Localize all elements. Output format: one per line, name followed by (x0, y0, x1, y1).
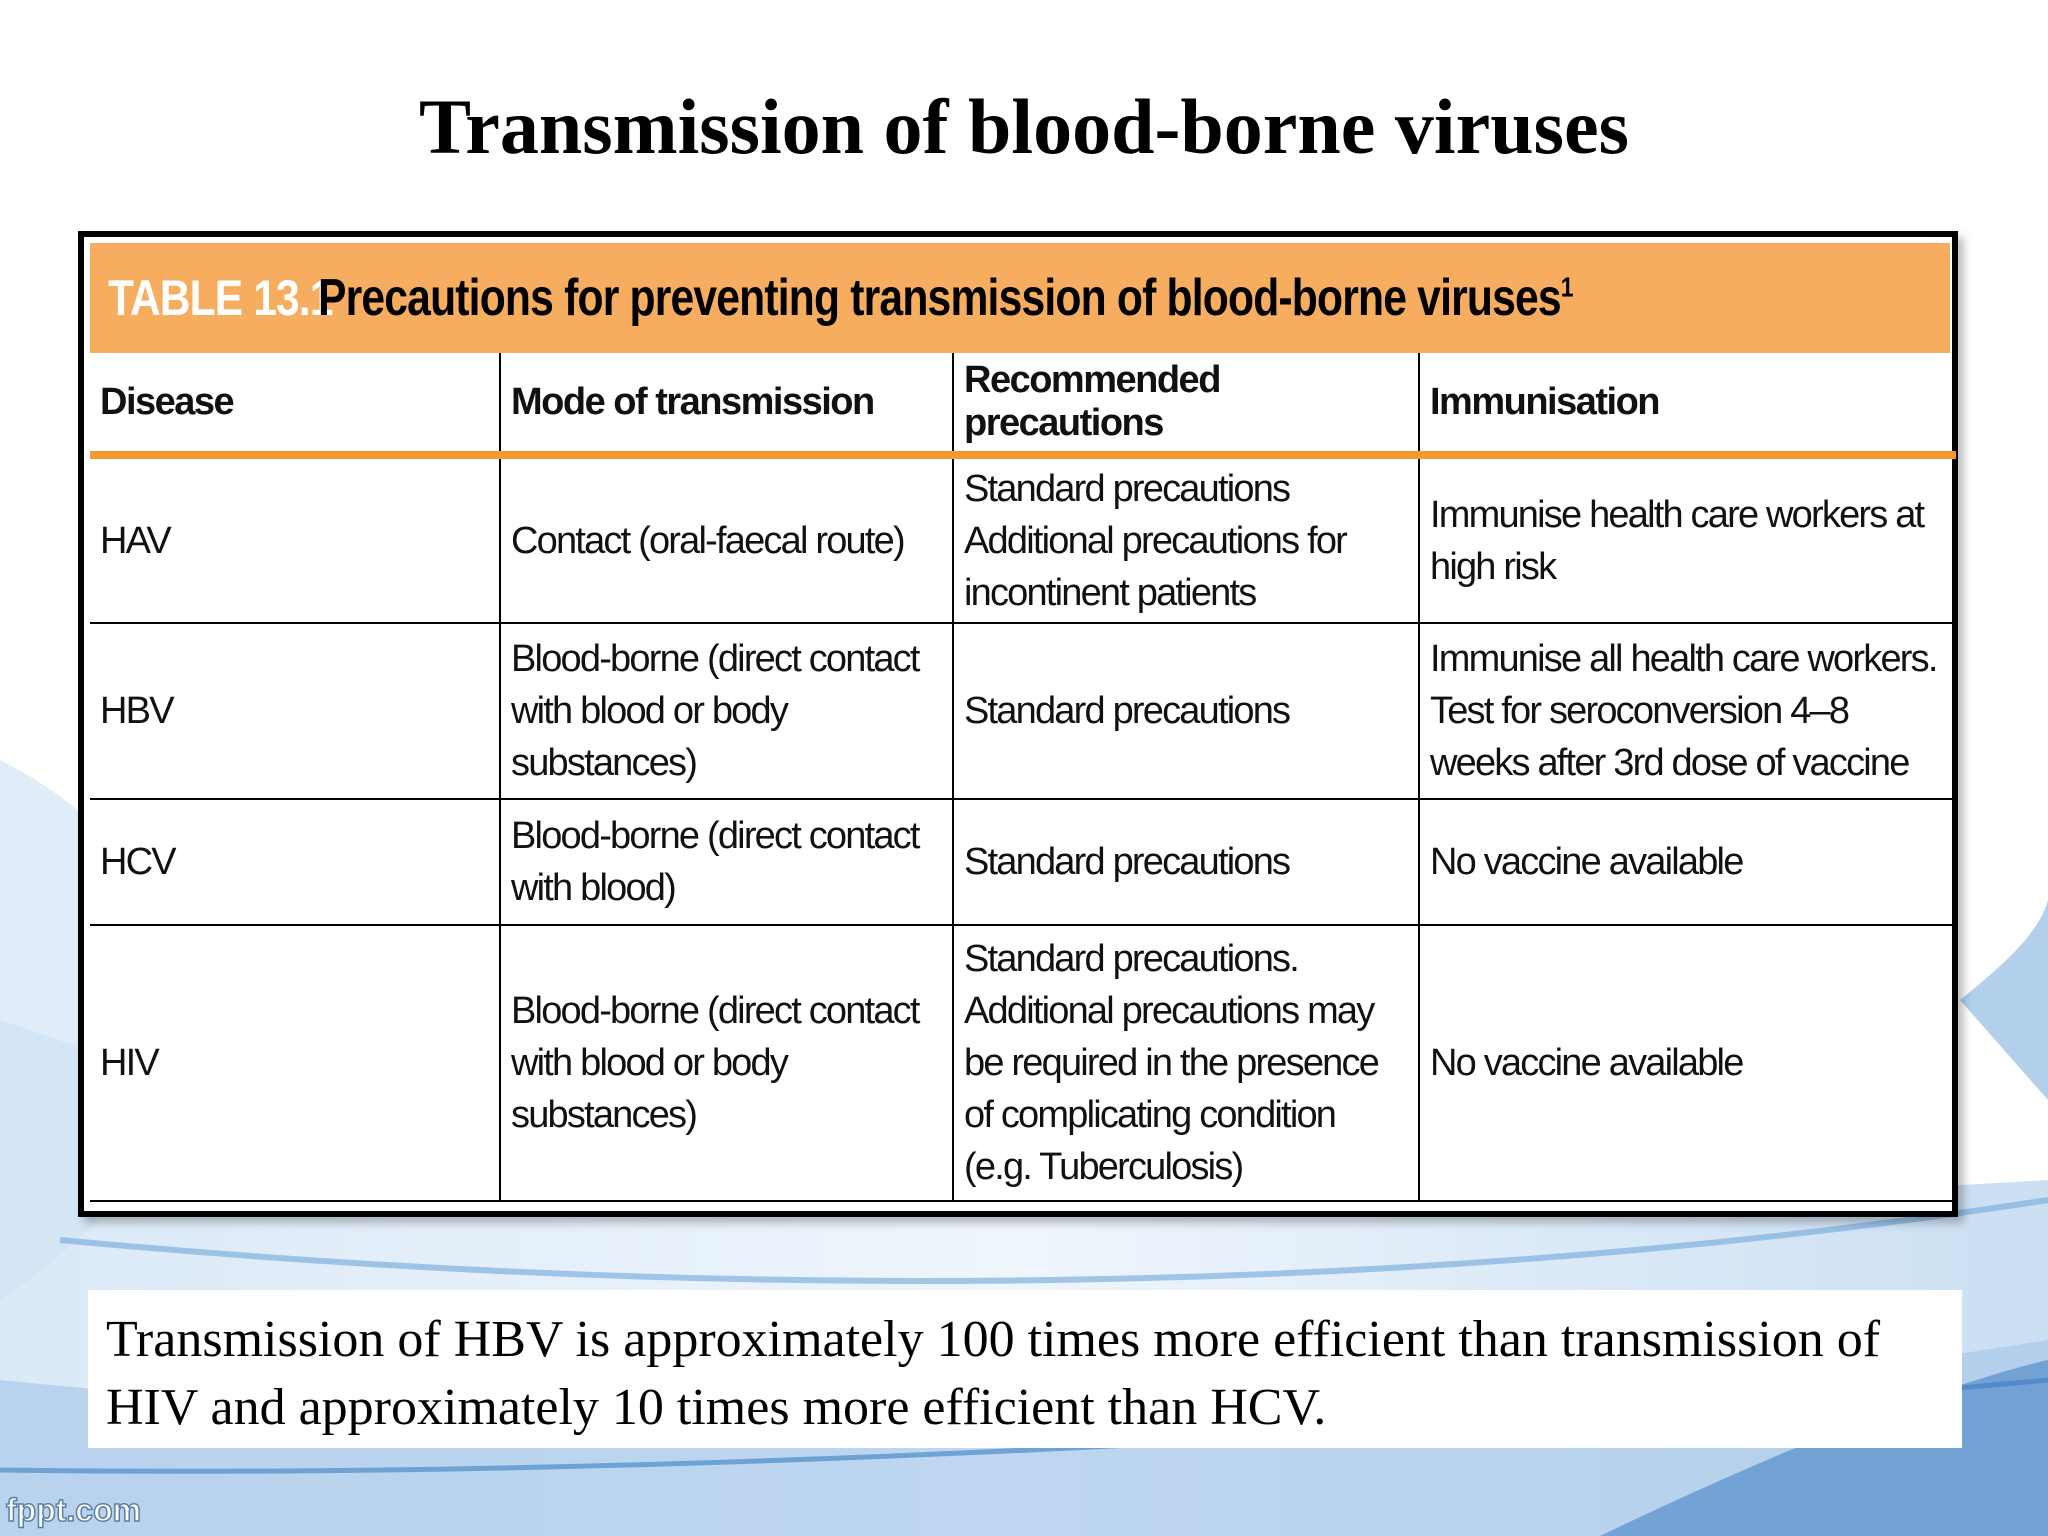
cell-mode: Blood-borne (direct contact with blood) (500, 799, 953, 925)
cell-precautions: Standard precautions Additional precautions for incontinent patients (953, 455, 1419, 623)
cell-immunisation: No vaccine available (1419, 925, 1956, 1201)
cell-precautions: Standard precautions (953, 623, 1419, 799)
cell-mode: Blood-borne (direct contact with blood or body substances) (500, 623, 953, 799)
table-row (90, 455, 1956, 623)
table-caption (318, 268, 1573, 328)
cell-disease: HIV (90, 925, 500, 1201)
cell-mode: Blood-borne (direct contact with blood or body substances) (500, 925, 953, 1201)
table-caption-text: Precautions for preventing transmission of blood-borne viruses (318, 269, 1561, 327)
slide-title: Transmission of blood-borne viruses (419, 83, 1629, 170)
cell-immunisation: Immunise all health care workers. Test for seroconversion 4–8 weeks after 3rd dose of vaccine (1419, 623, 1956, 799)
cell-precautions: Standard precautions (953, 799, 1419, 925)
cell-disease: HCV (90, 799, 500, 925)
transmission-note: Transmission of HBV is approximately 100 times more efficient than transmission of HIV and approximately 10 times more efficient than HCV. (88, 1290, 1962, 1448)
table-caption-bar (90, 243, 1950, 353)
table-row (90, 799, 1956, 925)
fppt-logo[interactable]: fppt.com (6, 1492, 142, 1528)
cell-disease: HBV (90, 623, 500, 799)
table-number: TABLE 13.1 (108, 270, 333, 326)
header-disease: Disease (90, 353, 500, 455)
table-grid (90, 353, 1956, 1202)
cell-precautions: Standard precautions. Additional precautions may be required in the presence of complicating condition (e.g. Tuberculosis) (953, 925, 1419, 1201)
table-row (90, 623, 1956, 799)
table-header-row (90, 353, 1956, 455)
cell-immunisation: Immunise health care workers at high risk (1419, 455, 1956, 623)
header-mode: Mode of transmission (500, 353, 953, 455)
precautions-table (78, 231, 1958, 1217)
cell-immunisation: No vaccine available (1419, 799, 1956, 925)
header-precautions: Recommended precautions (953, 353, 1419, 455)
cell-mode: Contact (oral-faecal route) (500, 455, 953, 623)
header-immunisation: Immunisation (1419, 353, 1956, 455)
table-row (90, 925, 1956, 1201)
table-caption-footnote: 1 (1560, 271, 1573, 303)
cell-disease: HAV (90, 455, 500, 623)
